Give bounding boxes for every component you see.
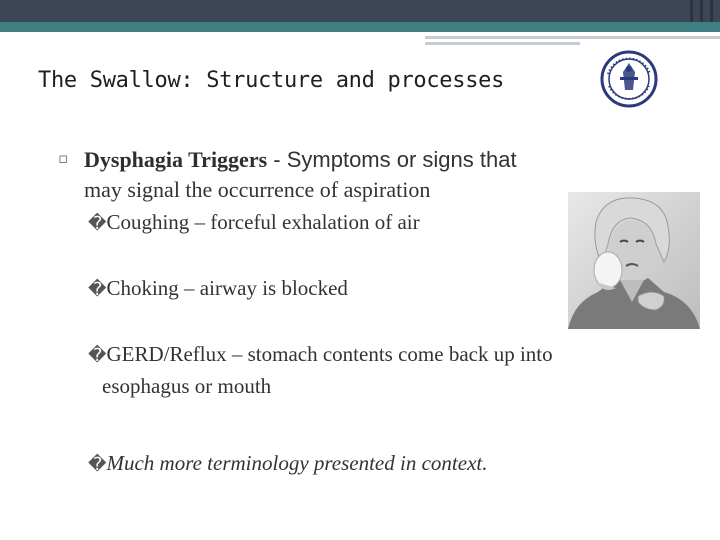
top-band [0, 0, 720, 22]
bullet-marker-icon: ▫ [58, 149, 69, 167]
bullet-text-line2: may signal the occurrence of aspiration [84, 177, 431, 202]
sub-bullet-gerd [88, 339, 553, 401]
sub-bullet-glyph: � [88, 279, 107, 300]
university-seal-icon [600, 50, 658, 108]
bullet-heading: Dysphagia Triggers [84, 147, 268, 172]
sub-bullet-text: Coughing – forceful exhalation of air [106, 210, 420, 234]
sub-bullet-text-line2: esophagus or mouth [102, 374, 272, 398]
sub-bullet-text: Choking – airway is blocked [106, 276, 348, 300]
sub-bullet-coughing [88, 207, 420, 239]
sub-bullet-glyph: � [88, 345, 107, 366]
sub-bullet-text: GERD/Reflux – stomach contents come back up into [106, 342, 553, 366]
bullet-text-line1: Symptoms or signs that [286, 147, 517, 172]
slide-title: The Swallow: Structure and processes [38, 68, 505, 93]
bullet-separator: - [267, 147, 287, 172]
sub-bullet-glyph: � [88, 213, 107, 234]
decorative-line [425, 42, 580, 45]
sub-bullet-terminology [88, 448, 487, 480]
decorative-line [425, 36, 720, 39]
sub-bullet-glyph: � [88, 454, 107, 475]
accent-band [0, 22, 720, 32]
sub-bullet-choking [88, 273, 348, 305]
sub-bullet-text: Much more terminology presented in context. [106, 451, 488, 475]
woman-coughing-photo [568, 192, 700, 329]
